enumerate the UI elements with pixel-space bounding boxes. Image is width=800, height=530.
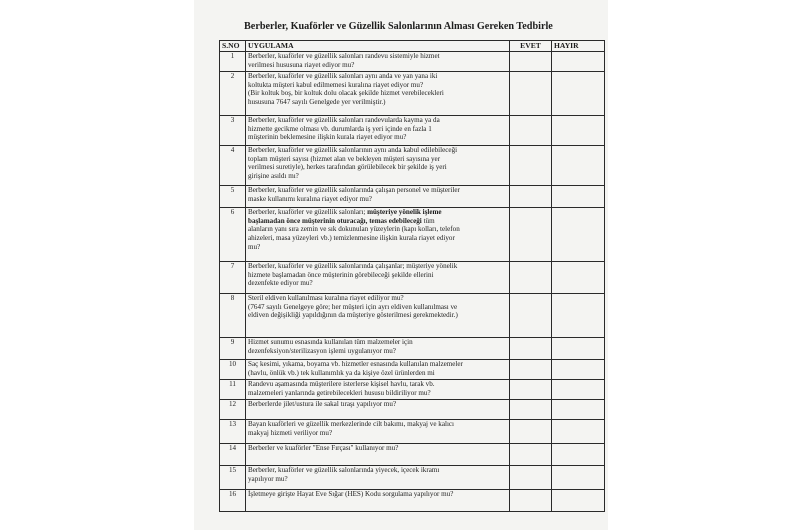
hayir-cell[interactable] — [552, 262, 605, 294]
row-text-post: tüm alanların yanı sıra zemin ve sık dokunulan yüzeylerin (kapı kolları, telefon ahizeleri, masa yüzeyleri vb.) temizlenmesine ilişkin kurala riayet ediyor mu? — [248, 216, 460, 251]
table-row — [220, 186, 605, 208]
evet-cell[interactable] — [510, 444, 552, 466]
document-title: Berberler, Kuaförler ve Güzellik Salonlarının Alması Gereken Tedbirle — [244, 21, 553, 32]
checklist-table — [219, 40, 605, 512]
row-number: 14 — [220, 444, 246, 466]
row-number: 1 — [220, 52, 246, 72]
row-text: Steril eldiven kullanılması kuralına riayet ediliyor mu? (7647 sayılı Genelgeye göre; her müşteri için ayrı eldiven kullanılması ve eldiven değişikliği yapıldığının da müşteriye gösterilmesi gerekmektedir.) — [246, 294, 510, 338]
row-number: 12 — [220, 400, 246, 420]
row-number: 10 — [220, 360, 246, 380]
table-row — [220, 490, 605, 512]
row-text-pre: Berberler, kuaförler ve güzellik salonları; — [248, 208, 368, 216]
table-row — [220, 380, 605, 400]
row-number: 7 — [220, 262, 246, 294]
hayir-cell[interactable] — [552, 116, 605, 146]
header-evet: EVET — [510, 41, 552, 52]
evet-cell[interactable] — [510, 52, 552, 72]
row-number: 5 — [220, 186, 246, 208]
table-row — [220, 116, 605, 146]
table-row — [220, 420, 605, 444]
header-hayir: HAYIR — [552, 41, 605, 52]
row-text: Berberler, kuaförler ve güzellik salonlarında çalışan personel ve müşteriler maske kullanımı kuralına riayet ediyor mu? — [246, 186, 510, 208]
evet-cell[interactable] — [510, 186, 552, 208]
evet-cell[interactable] — [510, 400, 552, 420]
hayir-cell[interactable] — [552, 146, 605, 186]
evet-cell[interactable] — [510, 420, 552, 444]
row-text: Saç kesimi, yıkama, boyama vb. hizmetler esnasında kullanılan malzemeler (havlu, önlük vb.) tek kullanımlık ya da kişiye özel ürünlerden mi — [246, 360, 510, 380]
table-row — [220, 400, 605, 420]
table-row — [220, 294, 605, 338]
hayir-cell[interactable] — [552, 72, 605, 116]
hayir-cell[interactable] — [552, 420, 605, 444]
table-row — [220, 72, 605, 116]
evet-cell[interactable] — [510, 360, 552, 380]
table-row — [220, 208, 605, 262]
hayir-cell[interactable] — [552, 360, 605, 380]
evet-cell[interactable] — [510, 116, 552, 146]
row-text — [246, 208, 510, 262]
table-row — [220, 444, 605, 466]
row-text: Berberler, kuaförler ve güzellik salonlarının aynı anda kabul edilebileceği toplam müşteri sayısı (hizmet alan ve bekleyen müşteri sayısına yer verilmesi suretiyle), herkes tarafından görülebilecek bir şekilde iş yeri girişine asıldı mı? — [246, 146, 510, 186]
table-row — [220, 52, 605, 72]
evet-cell[interactable] — [510, 380, 552, 400]
evet-cell[interactable] — [510, 262, 552, 294]
hayir-cell[interactable] — [552, 490, 605, 512]
row-number: 15 — [220, 466, 246, 490]
row-text: Berberler, kuaförler ve güzellik salonları randevularda kayma ya da hizmette gecikme olması vb. durumlarda iş yeri içinde en fazla 1 müşterinin beklemesine ilişkin kurala riayet ediyor mu? — [246, 116, 510, 146]
row-number: 2 — [220, 72, 246, 116]
table-row — [220, 466, 605, 490]
table-row — [220, 360, 605, 380]
row-text: Bayan kuaförleri ve güzellik merkezlerinde cilt bakımı, makyaj ve kalıcı makyaj hizmeti veriliyor mu? — [246, 420, 510, 444]
header-sno: S.NO — [220, 41, 246, 52]
row-number: 8 — [220, 294, 246, 338]
hayir-cell[interactable] — [552, 52, 605, 72]
row-number: 6 — [220, 208, 246, 262]
row-text-bold: müşteriye yönelik işleme başlamadan önce müşterinin oturacağı, temas edebileceği — [248, 208, 442, 225]
row-text: Berberler, kuaförler ve güzellik salonlarında yiyecek, içecek ikramı yapılıyor mu? — [246, 466, 510, 490]
row-text: Berberler ve kuaförler "Ense Fırçası" kullanıyor mu? — [246, 444, 510, 466]
row-text: Berberlerde jilet/ustura ile sakal tıraşı yapılıyor mu? — [246, 400, 510, 420]
table-row — [220, 146, 605, 186]
hayir-cell[interactable] — [552, 294, 605, 338]
row-number: 13 — [220, 420, 246, 444]
evet-cell[interactable] — [510, 490, 552, 512]
row-text: Randevu aşamasında müşterilere isterlerse kişisel havlu, tarak vb. malzemeleri yanlarında getirebilecekleri hususu bildiriliyor mu? — [246, 380, 510, 400]
row-text: Berberler, kuaförler ve güzellik salonları randevu sistemiyle hizmet verilmesi hususuna riayet ediyor mu? — [246, 52, 510, 72]
row-number: 3 — [220, 116, 246, 146]
row-text: Hizmet sunumu esnasında kullanılan tüm malzemeler için dezenfeksiyon/sterilizasyon işlemi uygulanıyor mu? — [246, 338, 510, 360]
evet-cell[interactable] — [510, 294, 552, 338]
hayir-cell[interactable] — [552, 380, 605, 400]
hayir-cell[interactable] — [552, 400, 605, 420]
row-text: Berberler, kuaförler ve güzellik salonlarında çalışanlar; müşteriye yönelik hizmete başlamadan önce müşterinin görebileceği şekilde ellerini dezenfekte ediyor mu? — [246, 262, 510, 294]
row-number: 4 — [220, 146, 246, 186]
hayir-cell[interactable] — [552, 444, 605, 466]
hayir-cell[interactable] — [552, 466, 605, 490]
evet-cell[interactable] — [510, 466, 552, 490]
table-header-row — [220, 41, 605, 52]
row-number: 16 — [220, 490, 246, 512]
evet-cell[interactable] — [510, 72, 552, 116]
document-page — [194, 0, 608, 530]
row-number: 11 — [220, 380, 246, 400]
evet-cell[interactable] — [510, 146, 552, 186]
table-row — [220, 338, 605, 360]
header-uygulama: UYGULAMA — [246, 41, 510, 52]
evet-cell[interactable] — [510, 208, 552, 262]
row-text: Berberler, kuaförler ve güzellik salonları aynı anda ve yan yana iki koltukta müşteri kabul edilmemesi kuralına riayet ediyor mu? (Bir koltuk boş, bir koltuk dolu olacak şekilde hizmet verebilecekleri hususuna 7647 sayılı Genelgede yer verilmiştir.) — [246, 72, 510, 116]
evet-cell[interactable] — [510, 338, 552, 360]
row-number: 9 — [220, 338, 246, 360]
hayir-cell[interactable] — [552, 186, 605, 208]
hayir-cell[interactable] — [552, 338, 605, 360]
hayir-cell[interactable] — [552, 208, 605, 262]
table-row — [220, 262, 605, 294]
row-text: İşletmeye girişte Hayat Eve Sığar (HES) Kodu sorgulama yapılıyor mu? — [246, 490, 510, 512]
